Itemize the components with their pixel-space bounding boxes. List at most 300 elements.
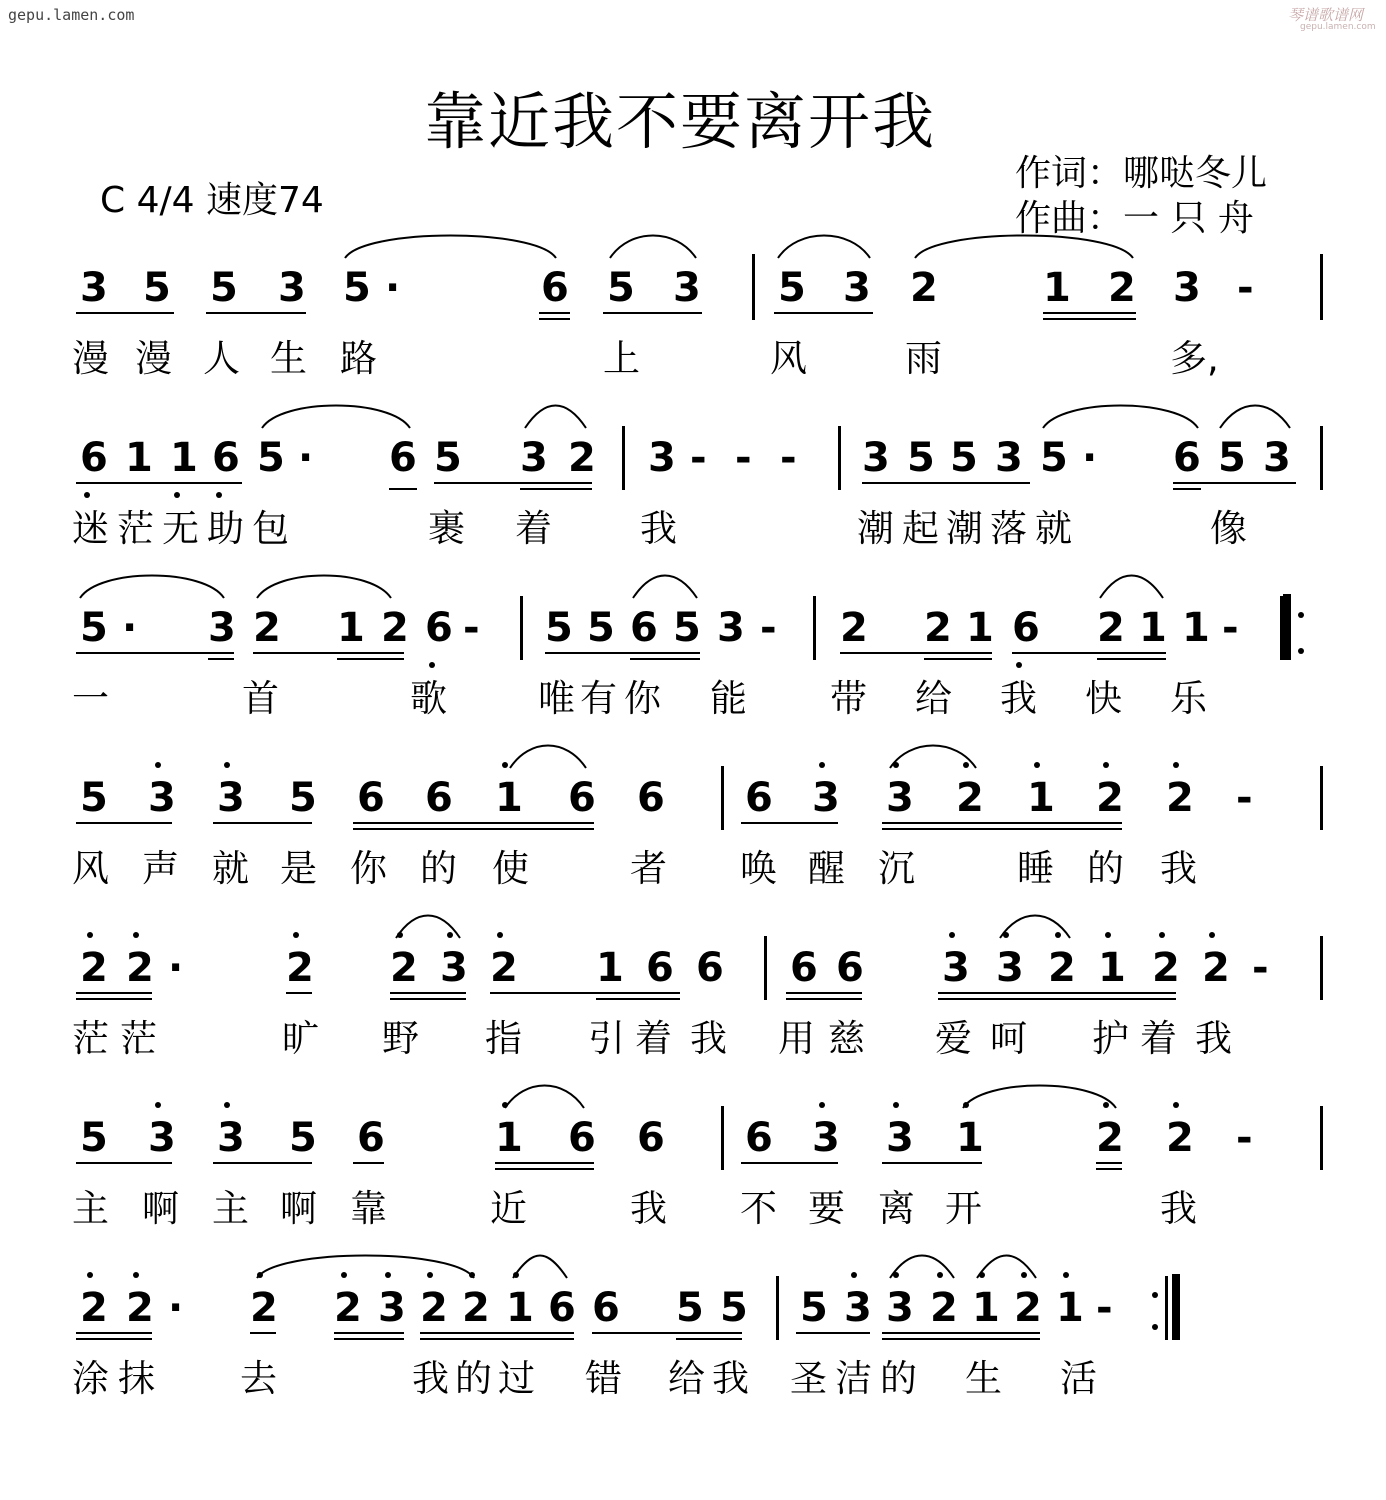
lyric-syllable: 的 — [1087, 847, 1124, 890]
note-2: 2 — [1108, 265, 1136, 311]
beam-underline — [76, 822, 172, 824]
beam-underline — [938, 992, 1176, 994]
high-octave-dot — [963, 762, 969, 768]
barline — [1320, 426, 1323, 490]
lyric-syllable: 声 — [142, 847, 179, 890]
lyric-syllable: 一 — [72, 677, 109, 720]
high-octave-dot — [1209, 932, 1215, 938]
lyric-syllable: 落 — [990, 507, 1027, 550]
beam-underline-second — [420, 1338, 574, 1340]
extension-dash: - — [1237, 265, 1254, 311]
note-5: 5 — [210, 265, 238, 311]
note-3: 3 — [996, 945, 1024, 991]
slur-tie — [257, 1256, 474, 1279]
barline — [721, 766, 724, 830]
note-3: 3 — [1173, 265, 1201, 311]
beam-underline-second — [924, 658, 992, 660]
note-2: 2 — [462, 1285, 490, 1331]
lyric-syllable: 近 — [490, 1187, 527, 1230]
lyric-syllable: 带 — [830, 677, 867, 720]
lyric-syllable: 漫 — [72, 337, 109, 380]
high-octave-dot — [1034, 762, 1040, 768]
lyric-syllable: 是 — [280, 847, 317, 890]
beam-underline-second — [630, 658, 700, 660]
beam-underline-second — [520, 488, 592, 490]
note-5: 5 — [80, 1115, 108, 1161]
barline — [764, 936, 767, 1000]
lyric-syllable: 起 — [902, 507, 939, 550]
note-3: 3 — [812, 1115, 840, 1161]
note-1: 1 — [972, 1285, 1000, 1331]
beam-underline — [882, 1332, 1040, 1334]
note-3: 3 — [995, 435, 1023, 481]
lyric-syllable: 风 — [72, 847, 109, 890]
lyric-syllable: 护 — [1092, 1017, 1129, 1060]
lyric-syllable: 要 — [808, 1187, 845, 1230]
note-3: 3 — [208, 605, 236, 651]
note-6: 6 — [568, 775, 596, 821]
lyric-syllable: 雨 — [905, 337, 942, 380]
note-5: 5 — [434, 435, 462, 481]
lyric-syllable: 旷 — [282, 1017, 319, 1060]
note-3: 3 — [1263, 435, 1291, 481]
lyric-syllable: 就 — [212, 847, 249, 890]
beam-underline-second — [882, 1338, 1040, 1340]
note-1: 1 — [1139, 605, 1167, 651]
barline — [1320, 1106, 1323, 1170]
high-octave-dot — [949, 932, 955, 938]
note-5: 5 — [1218, 435, 1246, 481]
key-signature: C 4/4 速度74 — [100, 180, 324, 221]
note-3: 3 — [717, 605, 745, 651]
note-6: 6 — [836, 945, 864, 991]
lyric-syllable: 着 — [1140, 1017, 1177, 1060]
lyric-syllable: 乐 — [1170, 677, 1207, 720]
augmentation-dot: · — [168, 1285, 184, 1331]
beam-underline — [1173, 482, 1296, 484]
barline — [838, 426, 841, 490]
note-2: 2 — [568, 435, 596, 481]
lyric-syllable: 像 — [1210, 507, 1247, 550]
note-1: 1 — [1056, 1285, 1084, 1331]
lyric-syllable: 啊 — [280, 1187, 317, 1230]
high-octave-dot — [893, 1272, 899, 1278]
high-octave-dot — [87, 932, 93, 938]
lyric-syllable: 活 — [1060, 1357, 1097, 1400]
high-octave-dot — [155, 1102, 161, 1108]
lyric-syllable: 裹 — [428, 507, 465, 550]
high-octave-dot — [502, 762, 508, 768]
beam-underline-second — [353, 828, 594, 830]
note-2: 2 — [930, 1285, 958, 1331]
note-2: 2 — [1096, 775, 1124, 821]
note-1: 1 — [1098, 945, 1126, 991]
beam-underline-second — [1096, 1168, 1122, 1170]
augmentation-dot: · — [298, 435, 314, 481]
slur-tie — [778, 236, 870, 259]
note-2: 2 — [420, 1285, 448, 1331]
lyric-syllable: 我 — [712, 1357, 749, 1400]
note-6: 6 — [357, 775, 385, 821]
lyric-syllable: 离 — [878, 1187, 915, 1230]
beam-underline-second — [337, 658, 404, 660]
lyric-syllable: 的 — [420, 847, 457, 890]
high-octave-dot — [851, 1272, 857, 1278]
note-6: 6 — [568, 1115, 596, 1161]
slur-tie — [510, 746, 586, 769]
note-6: 6 — [425, 605, 453, 651]
high-octave-dot — [385, 1272, 391, 1278]
lyric-syllable: 潮 — [946, 507, 983, 550]
note-5: 5 — [676, 1285, 704, 1331]
note-5: 5 — [720, 1285, 748, 1331]
beam-underline — [76, 312, 174, 314]
beam-underline-second — [596, 998, 680, 1000]
note-2: 2 — [250, 1285, 278, 1331]
note-6: 6 — [745, 775, 773, 821]
repeat-dot — [1152, 1292, 1158, 1298]
lyric-syllable: 首 — [242, 677, 279, 720]
watermark-url: gepu.lamen.com — [1300, 22, 1376, 32]
note-1: 1 — [1027, 775, 1055, 821]
note-2: 2 — [381, 605, 409, 651]
lyric-syllable: 我 — [690, 1017, 727, 1060]
note-2: 2 — [1048, 945, 1076, 991]
slur-tie — [262, 406, 410, 429]
note-5: 5 — [289, 775, 317, 821]
note-6: 6 — [548, 1285, 576, 1331]
lyric-syllable: 给 — [668, 1357, 705, 1400]
barline — [622, 426, 625, 490]
lyric-syllable: 潮 — [857, 507, 894, 550]
high-octave-dot — [133, 932, 139, 938]
note-5: 5 — [587, 605, 615, 651]
note-3: 3 — [886, 775, 914, 821]
note-5: 5 — [343, 265, 371, 311]
beam-underline-second — [1043, 318, 1136, 320]
note-6: 6 — [630, 605, 658, 651]
high-octave-dot — [1063, 1272, 1069, 1278]
note-5: 5 — [907, 435, 935, 481]
high-octave-dot — [502, 1102, 508, 1108]
note-6: 6 — [592, 1285, 620, 1331]
lyric-syllable: 错 — [585, 1357, 622, 1400]
extension-dash: - — [1222, 605, 1239, 651]
augmentation-dot: · — [122, 605, 138, 651]
barline — [1320, 936, 1323, 1000]
high-octave-dot — [87, 1272, 93, 1278]
high-octave-dot — [497, 932, 503, 938]
beam-underline-second — [495, 1168, 594, 1170]
note-3: 3 — [378, 1285, 406, 1331]
lyric-syllable: 茫 — [72, 1017, 109, 1060]
note-6: 6 — [790, 945, 818, 991]
lyric-syllable: 着 — [515, 507, 552, 550]
barline — [721, 1106, 724, 1170]
lyric-syllable: 人 — [203, 337, 240, 380]
note-2: 2 — [1202, 945, 1230, 991]
lyricist-credit: 作词：哪哒冬儿 — [1015, 153, 1268, 194]
lyric-syllable: 茫 — [120, 1017, 157, 1060]
beam-underline — [76, 1162, 172, 1164]
high-octave-dot — [397, 932, 403, 938]
note-1: 1 — [1182, 605, 1210, 651]
high-octave-dot — [341, 1272, 347, 1278]
beam-underline — [213, 822, 312, 824]
note-2: 2 — [924, 605, 952, 651]
lyric-syllable: 呵 — [990, 1017, 1027, 1060]
slur-tie — [890, 1256, 954, 1279]
extension-dash: - — [1252, 945, 1269, 991]
lyric-syllable: 野 — [382, 1017, 419, 1060]
low-octave-dot — [84, 492, 90, 498]
beam-underline — [434, 482, 592, 484]
note-2: 2 — [253, 605, 281, 651]
lyric-syllable: 我 — [640, 507, 677, 550]
note-5: 5 — [143, 265, 171, 311]
low-octave-dot — [1016, 662, 1022, 668]
beam-underline — [741, 1162, 838, 1164]
beam-underline-second — [676, 1338, 742, 1340]
lyric-syllable: 我 — [1000, 677, 1037, 720]
beam-underline-second — [1097, 658, 1166, 660]
note-2: 2 — [956, 775, 984, 821]
slur-tie — [1100, 576, 1163, 599]
note-1: 1 — [956, 1115, 984, 1161]
barline — [520, 596, 523, 660]
slur-tie — [633, 576, 697, 599]
repeat-thick-barline — [1283, 594, 1291, 660]
low-octave-dot — [174, 492, 180, 498]
lyric-syllable: 沉 — [878, 847, 915, 890]
high-octave-dot — [893, 1102, 899, 1108]
note-6: 6 — [646, 945, 674, 991]
lyric-syllable: 快 — [1085, 677, 1122, 720]
note-1: 1 — [966, 605, 994, 651]
beam-underline-second — [938, 998, 1176, 1000]
high-octave-dot — [224, 1102, 230, 1108]
beam-underline — [353, 822, 594, 824]
note-3: 3 — [648, 435, 676, 481]
extension-dash: - — [1096, 1285, 1113, 1331]
note-6: 6 — [745, 1115, 773, 1161]
lyric-syllable: 主 — [212, 1187, 249, 1230]
lyric-syllable: 茫 — [117, 507, 154, 550]
slur-tie — [915, 236, 1133, 259]
note-2: 2 — [126, 1285, 154, 1331]
high-octave-dot — [1103, 762, 1109, 768]
lyric-syllable: 无 — [162, 507, 199, 550]
high-octave-dot — [1103, 1102, 1109, 1108]
lyric-syllable: 用 — [778, 1017, 815, 1060]
augmentation-dot: · — [168, 945, 184, 991]
note-2: 2 — [80, 945, 108, 991]
beam-underline — [334, 1332, 404, 1334]
extension-dash: - — [463, 605, 480, 651]
lyric-syllable: 生 — [965, 1357, 1002, 1400]
beam-underline — [76, 652, 234, 654]
high-octave-dot — [293, 932, 299, 938]
repeat-dot — [1298, 648, 1304, 654]
beam-underline — [862, 482, 1030, 484]
slur-tie — [345, 236, 556, 259]
lyric-syllable: 洁 — [835, 1357, 872, 1400]
slur-tie — [977, 1256, 1036, 1279]
lyric-syllable: 抹 — [118, 1357, 155, 1400]
augmentation-dot: · — [1082, 435, 1098, 481]
lyric-syllable: 慈 — [828, 1017, 865, 1060]
note-6: 6 — [1173, 435, 1201, 481]
note-3: 3 — [440, 945, 468, 991]
high-octave-dot — [224, 762, 230, 768]
beam-underline-second — [390, 998, 466, 1000]
lyric-syllable: 我 — [412, 1357, 449, 1400]
lyric-syllable: 主 — [72, 1187, 109, 1230]
lyric-syllable: 使 — [492, 847, 529, 890]
lyric-syllable: 包 — [252, 507, 289, 550]
note-5: 5 — [778, 265, 806, 311]
lyric-syllable: 风 — [770, 337, 807, 380]
beam-underline — [1096, 1162, 1122, 1164]
note-3: 3 — [886, 1115, 914, 1161]
extension-dash: - — [1236, 775, 1253, 821]
slur-tie — [1220, 406, 1290, 429]
note-6: 6 — [696, 945, 724, 991]
note-2: 2 — [1014, 1285, 1042, 1331]
lyric-syllable: 漫 — [135, 337, 172, 380]
lyric-syllable: 你 — [624, 677, 661, 720]
lyric-syllable: 的 — [455, 1357, 492, 1400]
barline — [752, 254, 755, 320]
note-2: 2 — [840, 605, 868, 651]
beam-underline — [882, 822, 1122, 824]
lyric-syllable: 能 — [710, 677, 747, 720]
low-octave-dot — [216, 492, 222, 498]
lyric-syllable: 圣 — [790, 1357, 827, 1400]
high-octave-dot — [819, 762, 825, 768]
lyric-syllable: 你 — [350, 847, 387, 890]
barline — [1320, 766, 1323, 830]
lyric-syllable: 爱 — [935, 1017, 972, 1060]
note-5: 5 — [80, 605, 108, 651]
high-octave-dot — [257, 1272, 263, 1278]
high-octave-dot — [513, 1272, 519, 1278]
extension-dash: - — [690, 435, 707, 481]
high-octave-dot — [1105, 932, 1111, 938]
lyric-syllable: 唤 — [740, 847, 777, 890]
lyric-syllable: 涂 — [72, 1357, 109, 1400]
note-5: 5 — [80, 775, 108, 821]
high-octave-dot — [979, 1272, 985, 1278]
note-3: 3 — [520, 435, 548, 481]
beam-underline — [490, 992, 680, 994]
beam-underline-second — [76, 1338, 152, 1340]
slur-tie — [257, 576, 391, 599]
note-1: 1 — [1043, 265, 1071, 311]
note-3: 3 — [886, 1285, 914, 1331]
note-1: 1 — [170, 435, 198, 481]
lyric-syllable: 不 — [740, 1187, 777, 1230]
note-2: 2 — [1152, 945, 1180, 991]
high-octave-dot — [893, 762, 899, 768]
note-3: 3 — [812, 775, 840, 821]
lyric-syllable: 者 — [630, 847, 667, 890]
note-6: 6 — [637, 1115, 665, 1161]
note-5: 5 — [545, 605, 573, 651]
high-octave-dot — [133, 1272, 139, 1278]
beam-underline — [796, 1332, 870, 1334]
lyric-syllable: 有 — [580, 677, 617, 720]
extension-dash: - — [780, 435, 797, 481]
high-octave-dot — [1055, 932, 1061, 938]
note-2: 2 — [1166, 775, 1194, 821]
lyric-syllable: 着 — [635, 1017, 672, 1060]
high-octave-dot — [1173, 762, 1179, 768]
lyric-syllable: 多, — [1170, 337, 1219, 380]
slur-tie — [610, 236, 696, 259]
note-5: 5 — [1040, 435, 1068, 481]
note-3: 3 — [217, 775, 245, 821]
barline — [1320, 254, 1323, 320]
note-1: 1 — [495, 1115, 523, 1161]
lyric-syllable: 啊 — [142, 1187, 179, 1230]
repeat-thick-barline — [1172, 1274, 1180, 1340]
note-6: 6 — [637, 775, 665, 821]
note-6: 6 — [425, 775, 453, 821]
note-6: 6 — [541, 265, 569, 311]
note-3: 3 — [673, 265, 701, 311]
note-6: 6 — [389, 435, 417, 481]
slur-tie — [513, 1256, 567, 1279]
note-1: 1 — [596, 945, 624, 991]
barline — [776, 1276, 779, 1340]
note-1: 1 — [125, 435, 153, 481]
beam-underline-second — [882, 828, 1122, 830]
lyric-syllable: 去 — [240, 1357, 277, 1400]
extension-dash: - — [760, 605, 777, 651]
note-6: 6 — [1012, 605, 1040, 651]
beam-underline — [76, 482, 242, 484]
note-5: 5 — [950, 435, 978, 481]
note-5: 5 — [607, 265, 635, 311]
note-2: 2 — [286, 945, 314, 991]
lyric-syllable: 给 — [915, 677, 952, 720]
note-1: 1 — [495, 775, 523, 821]
slur-tie — [505, 1086, 584, 1109]
note-3: 3 — [942, 945, 970, 991]
beam-underline — [495, 1162, 594, 1164]
note-1: 1 — [337, 605, 365, 651]
beam-underline — [353, 1162, 384, 1164]
lyric-syllable: 过 — [498, 1357, 535, 1400]
lyric-syllable: 开 — [945, 1187, 982, 1230]
note-3: 3 — [843, 265, 871, 311]
note-3: 3 — [862, 435, 890, 481]
note-2: 2 — [1097, 605, 1125, 651]
note-3: 3 — [278, 265, 306, 311]
site-url: gepu.lamen.com — [8, 6, 135, 24]
note-3: 3 — [844, 1285, 872, 1331]
high-octave-dot — [1003, 932, 1009, 938]
beam-underline — [774, 312, 873, 314]
note-2: 2 — [80, 1285, 108, 1331]
repeat-dot — [1298, 612, 1304, 618]
high-octave-dot — [937, 1272, 943, 1278]
note-2: 2 — [334, 1285, 362, 1331]
beam-underline — [603, 312, 702, 314]
note-3: 3 — [80, 265, 108, 311]
beam-underline-second — [334, 1338, 404, 1340]
